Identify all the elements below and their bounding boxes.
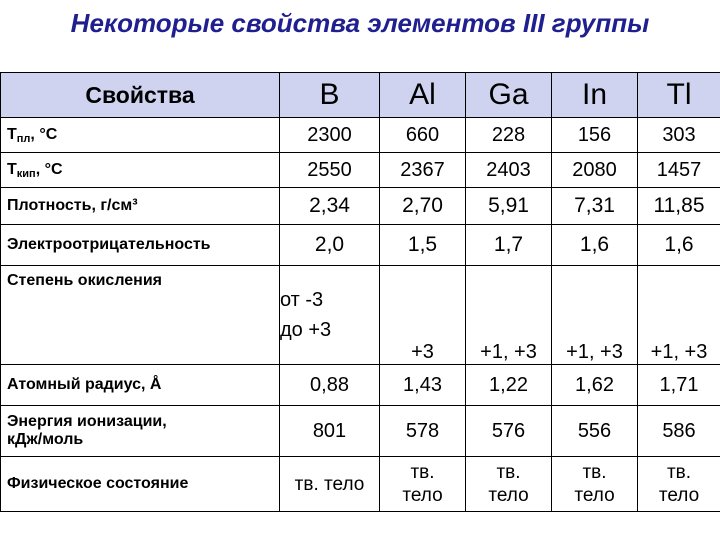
cell-value: 2367 [380,153,466,188]
cell-value: тв. тело [552,457,638,512]
table-row [1,365,720,406]
table-row [1,266,720,365]
table-row [1,457,720,512]
cell-value: 801 [280,406,380,457]
header-properties: Свойства [1,73,280,118]
cell-value: от -3 до +3 [280,266,380,365]
row-label-physical-state: Физическое состояние [1,457,280,512]
header-row [1,73,720,118]
header-element-in: In [552,73,638,118]
cell-value: +1, +3 [466,266,552,365]
cell-value: 156 [552,118,638,153]
cell-value: 2,0 [280,225,380,266]
cell-value: 1,43 [380,365,466,406]
cell-value: 11,85 [638,188,720,225]
cell-value: тв. тело [280,457,380,512]
cell-value: 7,31 [552,188,638,225]
cell-value: 1,7 [466,225,552,266]
cell-value: 1,62 [552,365,638,406]
cell-value: 1,71 [638,365,720,406]
table-row [1,406,720,457]
cell-value: 578 [380,406,466,457]
cell-value: 5,91 [466,188,552,225]
cell-value: +1, +3 [638,266,720,365]
header-element-tl: Tl [638,73,720,118]
properties-table [0,72,720,512]
cell-value: 0,88 [280,365,380,406]
cell-value: 576 [466,406,552,457]
table-row [1,118,720,153]
row-label-boiling-point: $Т_{кип}$, °С [1,153,280,188]
row-label-oxidation-state: Степень окисления [1,266,280,365]
cell-value: 2550 [280,153,380,188]
row-label-density: Плотность, г/см³ [1,188,280,225]
row-label-melting-point: $Т_{пл}$, °С [1,118,280,153]
cell-value: 2300 [280,118,380,153]
table-row [1,188,720,225]
cell-value: 2,70 [380,188,466,225]
cell-value: 2,34 [280,188,380,225]
cell-value: тв. тело [380,457,466,512]
cell-value: 1,5 [380,225,466,266]
cell-value: 660 [380,118,466,153]
cell-value: 1,6 [638,225,720,266]
cell-value: +1, +3 [552,266,638,365]
table-row [1,225,720,266]
header-element-al: Al [380,73,466,118]
cell-value: 303 [638,118,720,153]
cell-value: тв. тело [466,457,552,512]
header-element-ga: Ga [466,73,552,118]
table-row [1,153,720,188]
header-element-b: B [280,73,380,118]
page-title: Некоторые свойства элементов III группы [70,8,650,38]
row-label-atomic-radius: Атомный радиус, Å [1,365,280,406]
cell-value: 556 [552,406,638,457]
cell-value: 586 [638,406,720,457]
cell-value: 228 [466,118,552,153]
cell-value: 2080 [552,153,638,188]
cell-value: 1,6 [552,225,638,266]
row-label-electronegativity: Электроотрицательность [1,225,280,266]
cell-value: 1,22 [466,365,552,406]
cell-value: +3 [380,266,466,365]
cell-value: 1457 [638,153,720,188]
row-label-ionization-energy: Энергия ионизации, кДж/моль [1,406,280,457]
cell-value: 2403 [466,153,552,188]
cell-value: тв. тело [638,457,720,512]
